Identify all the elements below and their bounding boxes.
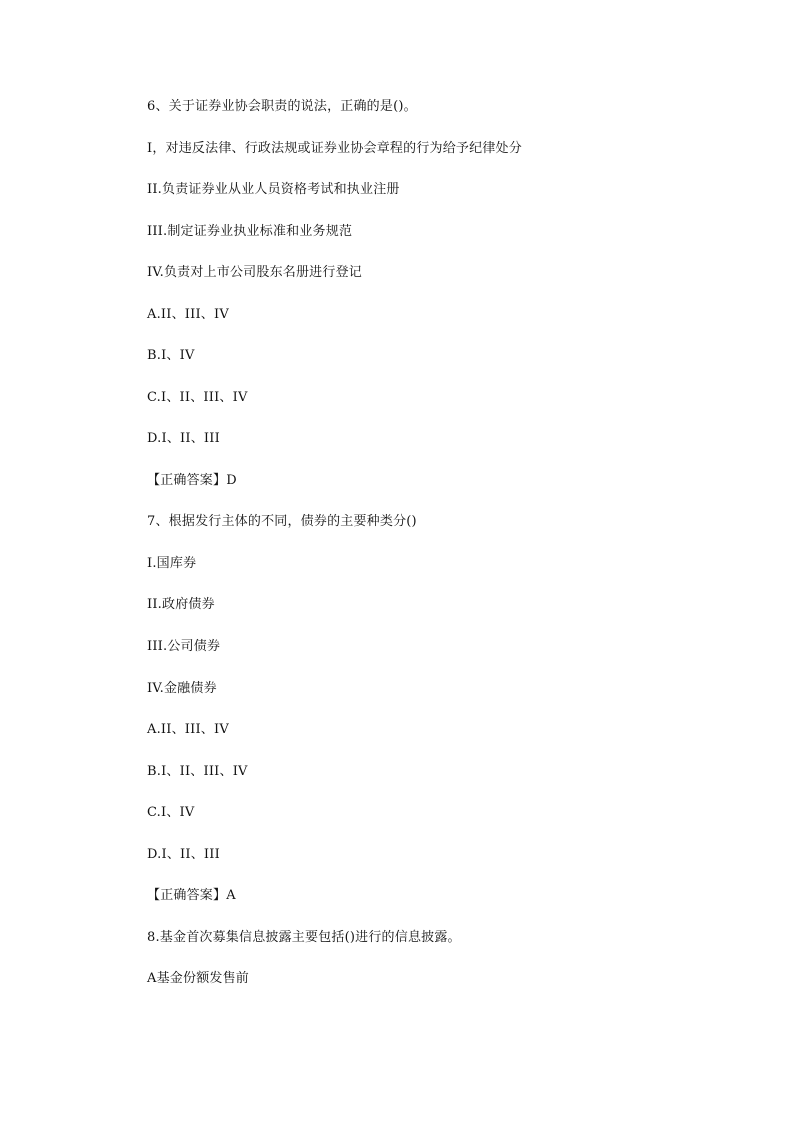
question-6-option-b: B.I、IV [147, 348, 195, 363]
question-7-statement-1: I.国库券 [147, 556, 197, 571]
question-6-option-a: A.II、III、IV [147, 307, 229, 322]
question-6-statement-2: II.负责证券业从业人员资格考试和执业注册 [147, 182, 400, 197]
question-7-option-b: B.I、II、III、IV [147, 764, 248, 779]
question-8-option-a: A基金份额发售前 [147, 971, 249, 986]
question-6-answer: 【正确答案】D [147, 473, 237, 488]
question-7-statement-3: III.公司债券 [147, 639, 221, 654]
question-6-stem: 6、关于证券业协会职责的说法，正确的是()。 [147, 99, 417, 114]
question-6-option-c: C.I、II、III、IV [147, 390, 248, 405]
question-6-statement-3: III.制定证券业执业标准和业务规范 [147, 224, 353, 239]
question-6-statement-1: I，对违反法律、行政法规或证券业协会章程的行为给予纪律处分 [147, 141, 522, 156]
question-6-option-d: D.I、II、III [147, 431, 220, 446]
question-7-stem: 7、根据发行主体的不同，债券的主要种类分() [147, 514, 417, 529]
question-7-option-c: C.I、IV [147, 805, 195, 820]
question-8-stem: 8.基金首次募集信息披露主要包括()进行的信息披露。 [147, 930, 461, 945]
question-7-option-d: D.I、II、III [147, 847, 220, 862]
question-7-option-a: A.II、III、IV [147, 722, 229, 737]
question-7-answer: 【正确答案】A [147, 888, 236, 903]
question-7-statement-2: II.政府债券 [147, 597, 215, 612]
question-6-statement-4: IV.负责对上市公司股东名册进行登记 [147, 265, 362, 280]
question-7-statement-4: IV.金融债券 [147, 681, 217, 696]
